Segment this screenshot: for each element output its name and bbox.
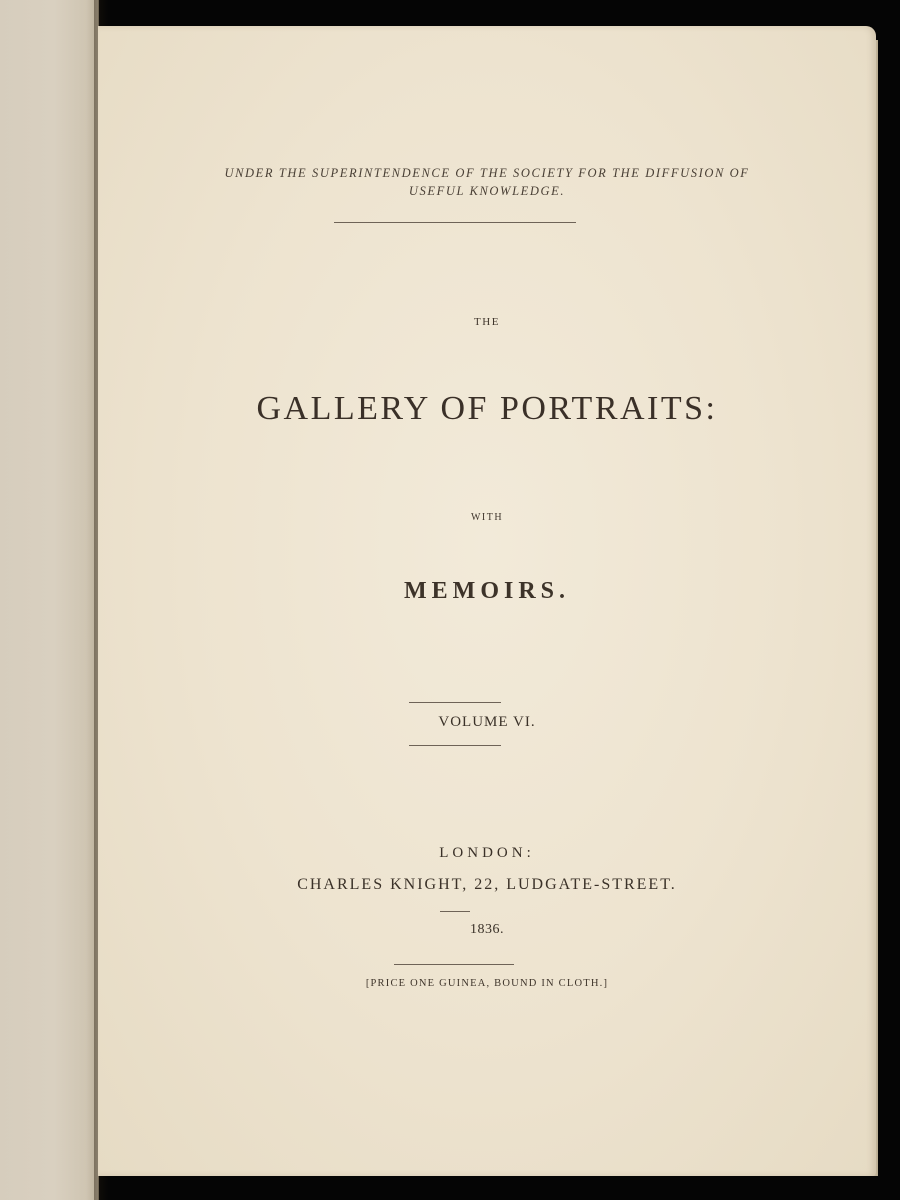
imprint-publisher: CHARLES KNIGHT, 22, LUDGATE-STREET.	[297, 876, 677, 893]
imprint-year: 1836.	[470, 922, 504, 937]
price-rule	[394, 964, 514, 965]
imprint-rule	[440, 911, 470, 912]
price-note: [PRICE ONE GUINEA, BOUND IN CLOTH.]	[365, 978, 609, 989]
volume-label: VOLUME VI.	[438, 714, 536, 730]
book-title: GALLERY OF PORTRAITS:	[256, 390, 718, 427]
title-page	[98, 26, 876, 1176]
superintendence-line-1: UNDER THE SUPERINTENDENCE OF THE SOCIETY FOR THE DIFFUSION OF	[224, 166, 750, 180]
imprint-city: LONDON:	[439, 845, 535, 861]
book-subtitle: MEMOIRS.	[404, 578, 570, 604]
header-rule	[334, 222, 576, 223]
superintendence-line-2: USEFUL KNOWLEDGE.	[408, 184, 566, 198]
title-article: THE	[474, 316, 500, 328]
title-conjunction: WITH	[470, 512, 504, 523]
superintendence-note	[98, 164, 876, 200]
volume-rule-top	[409, 702, 501, 703]
volume-rule-bottom	[409, 745, 501, 746]
left-page	[0, 0, 99, 1200]
